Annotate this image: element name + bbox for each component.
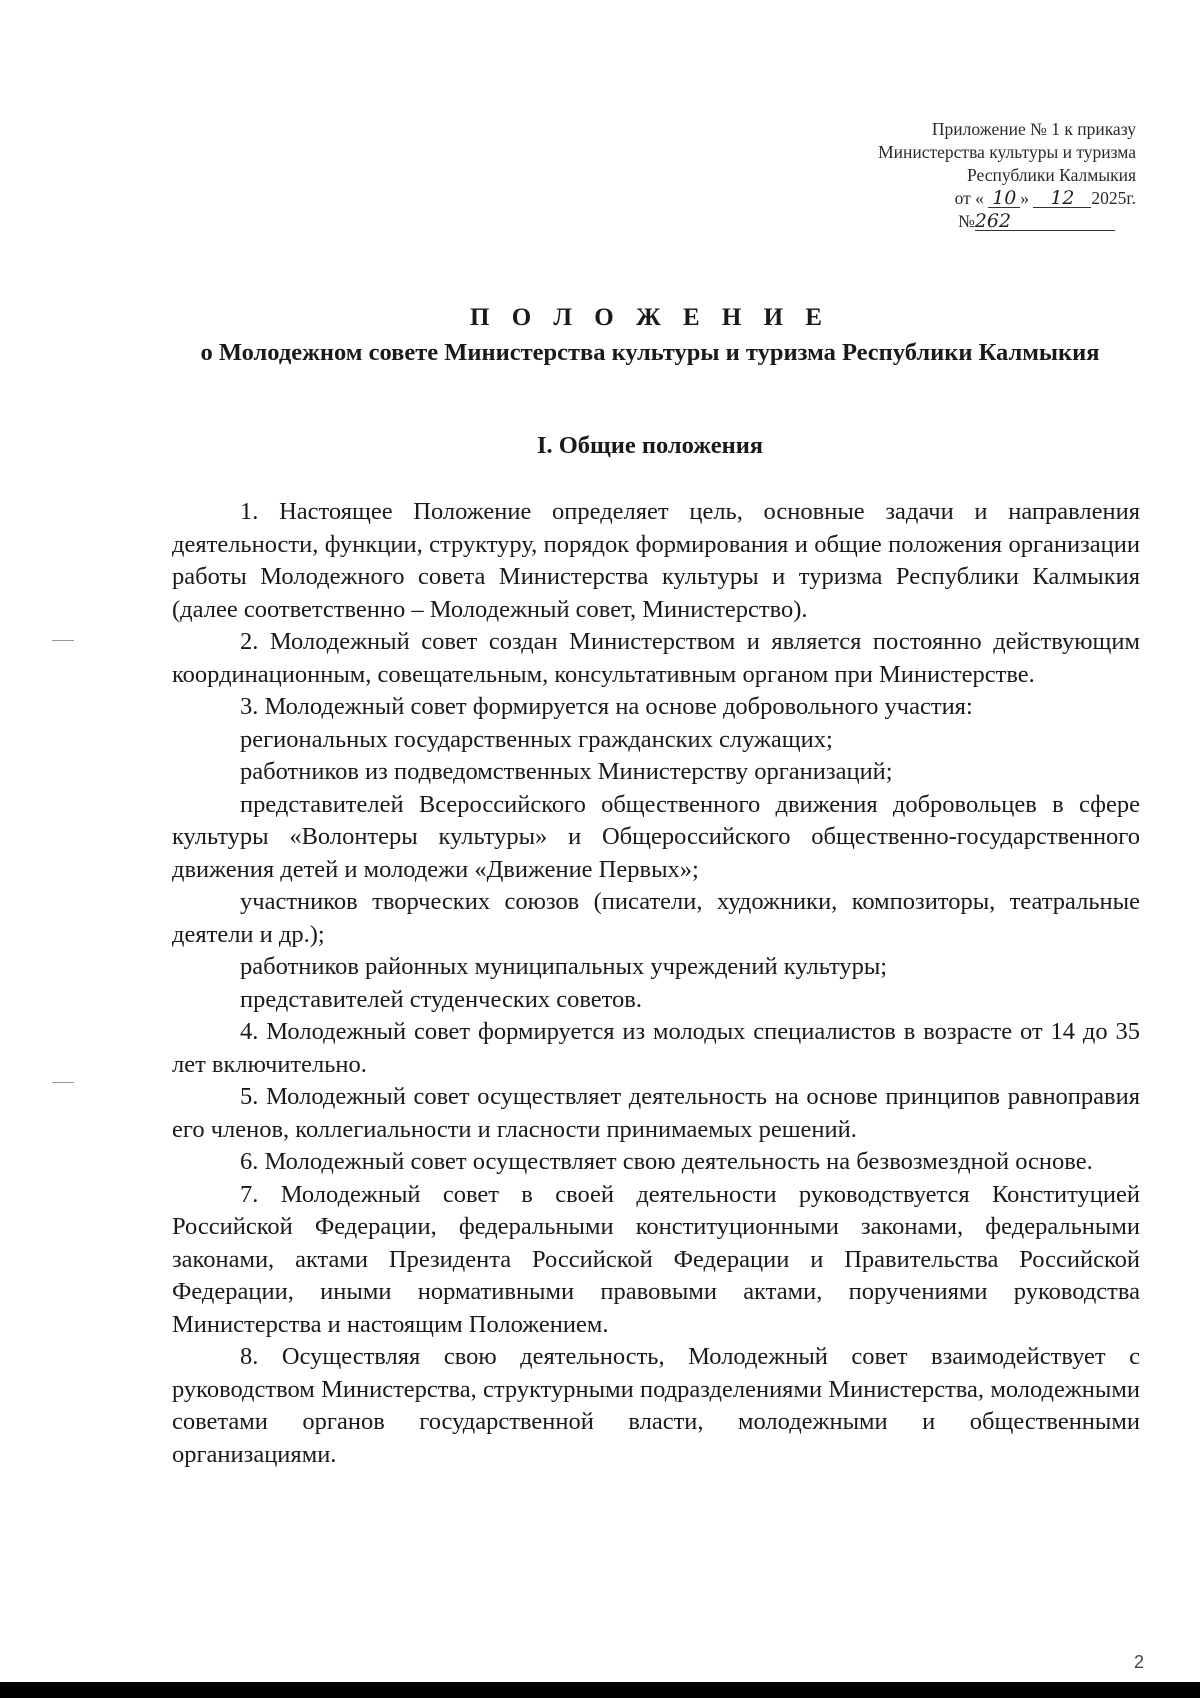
document-subtitle: о Молодежном совете Министерства культуры и туризма Республики Калмыкия [200, 339, 1100, 366]
order-number-line [878, 210, 1136, 233]
paragraph-6: 6. Молодежный совет осуществляет свою деятельность на безвозмездной основе. [240, 1148, 1093, 1175]
appendix-line-1: Приложение № 1 к приказу [931, 119, 1136, 139]
list-item: представителей студенческих советов. [240, 985, 642, 1013]
paragraph-7: 7. Молодежный совет в своей деятельности руководствуется Конституцией Российской Федерации, федеральными конституционными законами, федеральными законами, актами Президента Российской Федерации и Правительства Российской Федерации, иными нормативными правовыми актами, поручениями руководства Министерства и настоящим Положением. [172, 1180, 1140, 1338]
appendix-line-3: Республики Калмыкия [966, 165, 1136, 185]
date-prefix: от « [954, 188, 984, 208]
paragraph-8: 8. Осуществляя свою деятельность, Молодежный совет взаимодействует с руководством Министерства, структурными подразделениями Министерства, молодежными советами органов государственной власти, молодежными и общественными организациями. [172, 1343, 1140, 1468]
list-item: участников творческих союзов (писатели, художники, композиторы, театральные деятели и др.); [172, 888, 1140, 948]
scan-mark [52, 640, 74, 641]
appendix-block [878, 118, 1136, 233]
bottom-border [0, 1682, 1200, 1698]
date-year: 2025г. [1091, 188, 1136, 208]
appendix-line-2: Министерства культуры и туризма [878, 142, 1136, 162]
page-number: 2 [1133, 1652, 1144, 1672]
paragraph-4: 4. Молодежный совет формируется из молодых специалистов в возрасте от 14 до 35 лет включительно. [172, 1018, 1140, 1078]
paragraph-2: 2. Молодежный совет создан Министерством и является постоянно действующим координационным, совещательным, консультативным органом при Министерстве. [172, 628, 1140, 688]
document-title: П О Л О Ж Е Н И Е [470, 304, 830, 331]
scan-mark [52, 1082, 74, 1083]
date-month: 12 [1033, 189, 1091, 208]
paragraph-5: 5. Молодежный совет осуществляет деятельность на основе принципов равноправия его членов, коллегиальности и гласности принимаемых решений. [172, 1083, 1140, 1143]
paragraph-3: 3. Молодежный совет формируется на основе добровольного участия: [240, 693, 973, 720]
number-prefix: № [958, 211, 975, 231]
list-item: работников районных муниципальных учреждений культуры; [240, 953, 888, 980]
list-item: региональных государственных гражданских служащих; [240, 725, 833, 753]
date-quote-close: » [1020, 188, 1030, 208]
paragraph-1: 1. Настоящее Положение определяет цель, основные задачи и направления деятельности, функции, структуру, порядок формирования и общие положения организации работы Молодежного совета Министерства культуры и туризма Республики Калмыкия (далее соответственно – Молодежный совет, Министерство). [172, 498, 1140, 623]
list-item: работников из подведомственных Министерству организаций; [240, 758, 893, 785]
appendix-date-line [878, 187, 1136, 210]
order-number: 262 [975, 212, 1115, 231]
section-heading: I. Общие положения [536, 432, 764, 459]
document-body [172, 496, 1140, 1471]
list-item: представителей Всероссийского общественного движения добровольцев в сфере культуры «Волонтеры культуры» и Общероссийского общественно-государственного движения детей и молодежи «Движение Первых»; [172, 790, 1140, 883]
date-day: 10 [988, 189, 1020, 208]
